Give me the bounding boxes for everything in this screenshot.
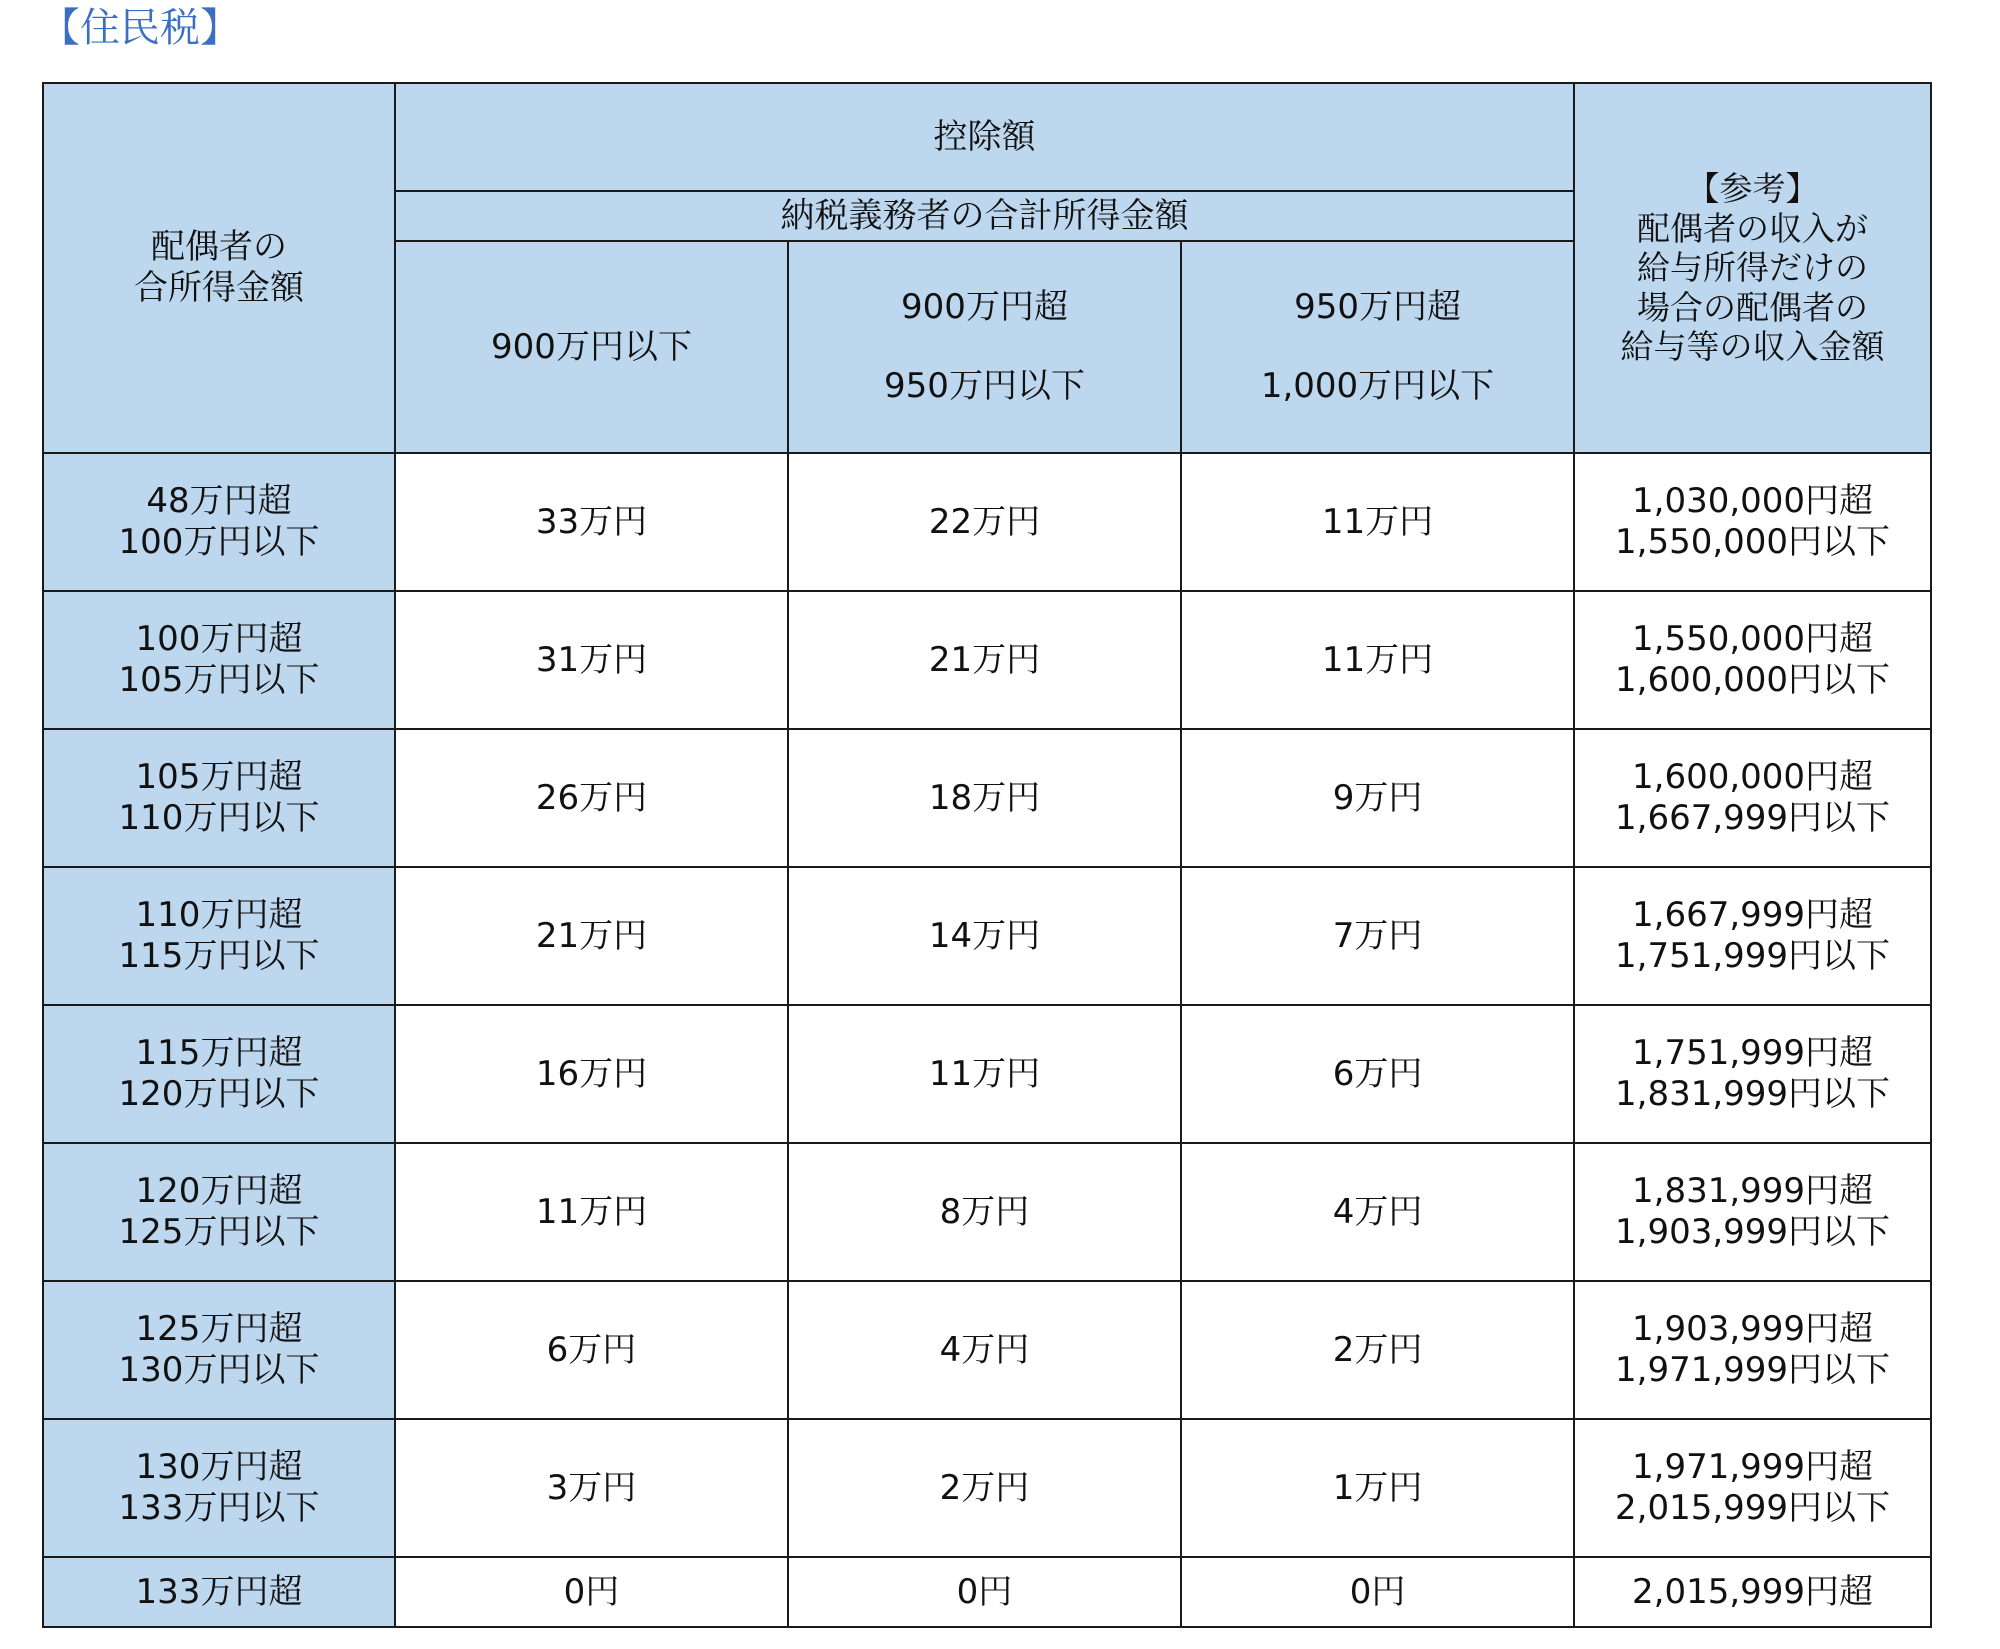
row-label-line1: 130万円超 <box>135 1447 303 1488</box>
reference-line2: 2,015,999円以下 <box>1615 1488 1891 1528</box>
header-taxpayer-income: 納税義務者の合計所得金額 <box>395 191 1574 241</box>
cell-900-950: 2万円 <box>788 1419 1181 1557</box>
page-title: 【住民税】 <box>40 5 240 51</box>
header-spouse-income: 配偶者の 合所得金額 <box>43 83 395 453</box>
cell-reference <box>1574 1143 1931 1281</box>
cell-950-1000: 7万円 <box>1181 867 1574 1005</box>
cell-900-950: 22万円 <box>788 453 1181 591</box>
row-label <box>43 591 395 729</box>
cell-950-1000: 6万円 <box>1181 1005 1574 1143</box>
table-row <box>43 1557 1931 1627</box>
reference-line1: 1,831,999円超 <box>1632 1171 1874 1212</box>
row-label <box>43 1281 395 1419</box>
reference-line1: 1,600,000円超 <box>1632 757 1874 798</box>
cell-900-950: 4万円 <box>788 1281 1181 1419</box>
table-row <box>43 1419 1931 1557</box>
cell-900-950: 18万円 <box>788 729 1181 867</box>
cell-reference <box>1574 729 1931 867</box>
cell-reference <box>1574 1419 1931 1557</box>
row-label <box>43 729 395 867</box>
row-label-line2: 125万円以下 <box>118 1212 320 1252</box>
row-label <box>43 1005 395 1143</box>
table-row <box>43 1005 1931 1143</box>
row-label-line2: 110万円以下 <box>118 798 320 838</box>
row-label-line1: 105万円超 <box>135 757 303 798</box>
cell-reference <box>1574 867 1931 1005</box>
deduction-table <box>42 82 1932 1628</box>
cell-900-950: 14万円 <box>788 867 1181 1005</box>
reference-line2: 1,751,999円以下 <box>1615 936 1891 976</box>
cell-reference <box>1574 453 1931 591</box>
row-label-line2: 100万円以下 <box>118 522 320 562</box>
cell-reference <box>1574 591 1931 729</box>
cell-900-under: 31万円 <box>395 591 788 729</box>
cell-900-under: 11万円 <box>395 1143 788 1281</box>
row-label-line2: 120万円以下 <box>118 1074 320 1114</box>
cell-reference <box>1574 1281 1931 1419</box>
row-label <box>43 1419 395 1557</box>
table-row <box>43 867 1931 1005</box>
cell-900-under: 6万円 <box>395 1281 788 1419</box>
cell-950-1000: 11万円 <box>1181 591 1574 729</box>
cell-reference <box>1574 1557 1931 1627</box>
cell-950-1000: 2万円 <box>1181 1281 1574 1419</box>
cell-900-950: 21万円 <box>788 591 1181 729</box>
header-col-950-1000: 950万円超 1,000万円以下 <box>1181 241 1574 453</box>
row-label-line1: 115万円超 <box>135 1033 303 1074</box>
row-label-line2: 130万円以下 <box>118 1350 320 1390</box>
reference-line2: 1,903,999円以下 <box>1615 1212 1891 1252</box>
cell-950-1000: 0円 <box>1181 1557 1574 1627</box>
row-label-line1: 48万円超 <box>146 481 292 522</box>
reference-line1: 1,030,000円超 <box>1632 481 1874 522</box>
reference-line2: 1,971,999円以下 <box>1615 1350 1891 1390</box>
row-label-line2: 105万円以下 <box>118 660 320 700</box>
row-label-line1: 110万円超 <box>135 895 303 936</box>
cell-900-under: 3万円 <box>395 1419 788 1557</box>
row-label <box>43 1143 395 1281</box>
table-row <box>43 591 1931 729</box>
cell-900-under: 21万円 <box>395 867 788 1005</box>
reference-line1: 1,667,999円超 <box>1632 895 1874 936</box>
cell-900-under: 26万円 <box>395 729 788 867</box>
table-row <box>43 1143 1931 1281</box>
cell-900-under: 0円 <box>395 1557 788 1627</box>
cell-900-under: 33万円 <box>395 453 788 591</box>
table-row <box>43 729 1931 867</box>
cell-950-1000: 4万円 <box>1181 1143 1574 1281</box>
header-reference: 【参考】 配偶者の収入が 給与所得だけの 場合の配偶者の 給与等の収入金額 <box>1574 83 1931 453</box>
cell-900-950: 8万円 <box>788 1143 1181 1281</box>
reference-line2: 1,600,000円以下 <box>1615 660 1891 700</box>
row-label-line1: 100万円超 <box>135 619 303 660</box>
reference-line1: 1,751,999円超 <box>1632 1033 1874 1074</box>
header-col-900-under: 900万円以下 <box>395 241 788 453</box>
table-row <box>43 1281 1931 1419</box>
cell-900-950: 0円 <box>788 1557 1181 1627</box>
reference-line1: 1,971,999円超 <box>1632 1447 1874 1488</box>
header-deduction: 控除額 <box>395 83 1574 191</box>
cell-900-950: 11万円 <box>788 1005 1181 1143</box>
cell-reference <box>1574 1005 1931 1143</box>
row-label-line1: 125万円超 <box>135 1309 303 1350</box>
reference-line1: 2,015,999円超 <box>1632 1571 1874 1612</box>
row-label-line2: 115万円以下 <box>118 936 320 976</box>
row-label <box>43 867 395 1005</box>
cell-950-1000: 1万円 <box>1181 1419 1574 1557</box>
row-label-line2: 133万円以下 <box>118 1488 320 1528</box>
cell-900-under: 16万円 <box>395 1005 788 1143</box>
row-label-line1: 120万円超 <box>135 1171 303 1212</box>
reference-line2: 1,550,000円以下 <box>1615 522 1891 562</box>
row-label <box>43 453 395 591</box>
header-col-900-950: 900万円超 950万円以下 <box>788 241 1181 453</box>
row-label <box>43 1557 395 1627</box>
cell-950-1000: 9万円 <box>1181 729 1574 867</box>
reference-line1: 1,550,000円超 <box>1632 619 1874 660</box>
reference-line2: 1,667,999円以下 <box>1615 798 1891 838</box>
cell-950-1000: 11万円 <box>1181 453 1574 591</box>
table-row <box>43 453 1931 591</box>
reference-line1: 1,903,999円超 <box>1632 1309 1874 1350</box>
row-label-line1: 133万円超 <box>135 1571 303 1612</box>
reference-line2: 1,831,999円以下 <box>1615 1074 1891 1114</box>
